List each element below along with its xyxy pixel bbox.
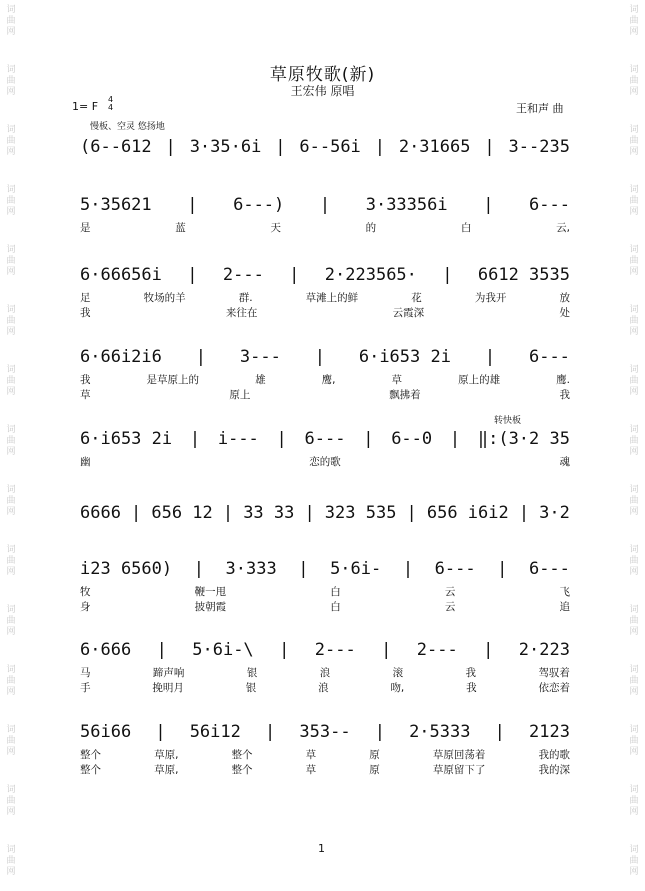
barline: | <box>314 347 325 367</box>
measure: 6·66656i <box>80 265 162 285</box>
lyric-word: 云 <box>444 601 456 613</box>
lyric-word: 原上 <box>229 389 251 401</box>
measure: i23 6560) <box>80 559 173 579</box>
barline: | <box>222 503 234 523</box>
measure: 2123 <box>528 722 570 742</box>
measure: 6·i653 2i <box>80 429 173 449</box>
lyric-word: 飞 <box>559 586 570 598</box>
watermark-text: 词 曲 网 <box>629 545 639 577</box>
lyric-line-2 <box>80 388 570 402</box>
notation-line <box>80 262 570 288</box>
barline: | <box>304 503 315 523</box>
lyric-line-2 <box>80 763 570 777</box>
meter-top: 4 <box>108 95 114 104</box>
lyric-word: 花 <box>411 292 422 304</box>
measure: 6--- <box>304 429 346 449</box>
notation-line <box>80 637 570 663</box>
watermark-text: 词 曲 网 <box>629 785 639 817</box>
watermark-text: 词 曲 网 <box>629 125 639 157</box>
barline: | <box>131 503 142 523</box>
watermark-text: 词 曲 网 <box>629 605 639 637</box>
measure: 6·66i2i6 <box>80 347 162 367</box>
song-subtitle: 王宏伟 原唱 <box>290 84 355 98</box>
lyric-word: 魂 <box>559 456 570 468</box>
notation-line <box>80 426 570 452</box>
watermark-text: 词 曲 网 <box>629 725 639 757</box>
watermark-text: 词 曲 网 <box>6 125 16 157</box>
lyric-word: 云霞深 <box>392 307 425 319</box>
measure: 6--0 <box>391 429 433 449</box>
lyric-word: 手 <box>80 682 91 694</box>
lyric-word: 整个 <box>231 749 253 761</box>
lyric-line-1 <box>80 455 570 469</box>
watermark-text: 词 曲 网 <box>6 65 16 97</box>
measure: 2·223 <box>518 640 570 660</box>
lyric-word: 处 <box>559 307 570 319</box>
barline: | <box>276 429 287 449</box>
tempo-marking: 慢板、空灵 悠扬地 <box>90 122 165 132</box>
watermark-text: 词 曲 网 <box>6 425 16 457</box>
lyric-word: 白 <box>330 601 341 613</box>
watermark-text: 词 曲 网 <box>6 605 16 637</box>
watermark-text: 词 曲 网 <box>629 5 639 37</box>
lyric-line-1 <box>80 291 570 305</box>
lyric-word: 来往在 <box>225 307 258 319</box>
lyric-word: 草原, <box>154 749 179 761</box>
lyric-word: 是 <box>80 222 91 234</box>
lyric-word: 挽明月 <box>152 682 184 694</box>
measure: 6--- <box>529 195 570 215</box>
barline: | <box>155 722 166 742</box>
measure: 6666 <box>80 503 121 523</box>
lyric-word: 牧 <box>80 586 91 598</box>
lyric-line-1 <box>80 373 570 387</box>
lyric-word: 飘拂着 <box>389 389 421 401</box>
measure: 6---) <box>233 195 285 215</box>
lyric-word: 是草原上的 <box>146 374 200 386</box>
barline: | <box>374 722 385 742</box>
barline: | <box>289 265 300 285</box>
measure: 3·2 <box>539 503 570 523</box>
lyric-word: 恋的歌 <box>309 456 341 468</box>
key-signature: 1= F <box>72 100 99 113</box>
lyric-word: 草原, <box>154 764 179 776</box>
lyric-word: 吻, <box>390 682 405 694</box>
measure: 6·666 <box>80 640 132 660</box>
measure: 656 i6i2 <box>426 503 509 523</box>
notation-line <box>80 556 570 582</box>
lyric-word: 蹄声响 <box>152 667 185 679</box>
watermark-text: 词 曲 网 <box>6 845 16 877</box>
tempo-change-marking: 转快板 <box>494 416 522 426</box>
lyric-word: 浪 <box>319 667 331 679</box>
notation-line <box>80 500 570 526</box>
measure: ‖:(3·2 35 <box>477 429 570 449</box>
barline: | <box>402 559 414 579</box>
measure: 6--56i <box>299 137 361 157</box>
barline: | <box>187 195 198 215</box>
lyric-word: 鞭一甩 <box>194 586 227 598</box>
lyric-word: 追 <box>559 601 570 613</box>
measure: 5·6i-\ <box>192 640 254 660</box>
lyric-line-1 <box>80 748 570 762</box>
lyric-word: 白 <box>330 586 341 598</box>
watermark-text: 词 曲 网 <box>629 425 639 457</box>
lyric-word: 我的深 <box>538 764 570 776</box>
barline: | <box>374 137 385 157</box>
lyric-word: 草 <box>305 749 317 761</box>
watermark-text: 词 曲 网 <box>6 365 16 397</box>
watermark-right <box>625 0 643 891</box>
notation-line <box>80 134 570 160</box>
lyric-word: 草原留下了 <box>432 764 486 776</box>
lyric-word: 草 <box>80 389 91 401</box>
lyric-word: 草 <box>391 374 403 386</box>
lyric-word: 整个 <box>231 764 253 776</box>
lyric-word: 滚 <box>392 667 404 679</box>
lyric-line-1 <box>80 585 570 599</box>
measure: 2·223565· <box>324 265 417 285</box>
barline: | <box>483 640 494 660</box>
barline: | <box>494 722 505 742</box>
lyric-word: 足 <box>80 292 91 304</box>
notation-line <box>80 719 570 745</box>
watermark-text: 词 曲 网 <box>6 245 16 277</box>
lyric-line-2 <box>80 681 570 695</box>
measure: 56i12 <box>189 722 241 742</box>
lyric-word: 浪 <box>318 682 329 694</box>
lyric-word: 我 <box>80 374 91 386</box>
notation-line <box>80 344 570 370</box>
watermark-text: 词 曲 网 <box>629 365 639 397</box>
measure: 6--- <box>528 559 570 579</box>
lyric-word: 驾驭着 <box>538 667 570 679</box>
watermark-text: 词 曲 网 <box>6 785 16 817</box>
notation-line <box>80 192 570 218</box>
measure: 56i66 <box>80 722 132 742</box>
barline: | <box>449 429 461 449</box>
measure: 3--235 <box>508 137 570 157</box>
lyric-line-2 <box>80 306 570 320</box>
lyric-word: 群. <box>238 292 253 304</box>
lyric-word: 为我开 <box>474 292 507 304</box>
measure: 33 33 <box>243 503 295 523</box>
lyric-word: 整个 <box>80 764 101 776</box>
lyric-word: 草滩上的鲜 <box>305 292 359 304</box>
measure: 5·35621 <box>80 195 152 215</box>
measure: 6612 3535 <box>477 265 570 285</box>
lyric-word: 蓝 <box>175 222 186 234</box>
watermark-text: 词 曲 网 <box>629 245 639 277</box>
lyric-word: 鹰, <box>321 374 336 386</box>
barline: | <box>406 503 417 523</box>
watermark-left <box>2 0 20 891</box>
watermark-text: 词 曲 网 <box>6 485 16 517</box>
measure: 3·33356i <box>365 195 448 215</box>
lyric-word: 银 <box>246 667 258 679</box>
watermark-text: 词 曲 网 <box>629 665 639 697</box>
measure: i--- <box>217 429 259 449</box>
watermark-text: 词 曲 网 <box>629 485 639 517</box>
time-signature <box>108 96 113 112</box>
lyric-word: 放 <box>559 292 570 304</box>
watermark-text: 词 曲 网 <box>629 845 639 877</box>
page-number: 1 <box>318 842 325 855</box>
barline: | <box>189 429 201 449</box>
measure: 3·35·6i <box>189 137 262 157</box>
lyric-word: 雄 <box>255 374 266 386</box>
measure: (6--612 <box>80 137 152 157</box>
lyric-word: 云, <box>556 222 570 234</box>
barline: | <box>381 640 392 660</box>
lyric-line-1 <box>80 221 570 235</box>
barline: | <box>165 137 176 157</box>
lyric-word: 我 <box>80 307 91 319</box>
measure: 2--- <box>222 265 264 285</box>
song-title: 草原牧歌(新) <box>269 65 376 85</box>
watermark-text: 词 曲 网 <box>6 545 16 577</box>
lyric-word: 草原回荡着 <box>432 749 486 761</box>
watermark-text: 词 曲 网 <box>629 305 639 337</box>
lyric-word: 我 <box>465 667 477 679</box>
measure: 2--- <box>416 640 458 660</box>
measure: 6·i653 2i <box>358 347 451 367</box>
barline: | <box>298 559 309 579</box>
lyric-word: 的 <box>365 222 377 234</box>
barline: | <box>518 503 530 523</box>
lyric-word: 依恋着 <box>538 682 570 694</box>
measure: 5·6i- <box>330 559 382 579</box>
barline: | <box>265 722 276 742</box>
measure: 2--- <box>314 640 356 660</box>
lyric-word: 银 <box>245 682 257 694</box>
barline: | <box>156 640 167 660</box>
barline: | <box>319 195 331 215</box>
lyric-line-1 <box>80 666 570 680</box>
measure: 6--- <box>528 347 570 367</box>
lyric-line-2 <box>80 600 570 614</box>
barline: | <box>483 195 494 215</box>
measure: 323 535 <box>324 503 397 523</box>
lyric-word: 我 <box>559 389 570 401</box>
lyric-word: 幽 <box>80 456 91 468</box>
measure: 6--- <box>434 559 476 579</box>
measure: 3--- <box>239 347 281 367</box>
lyric-word: 我 <box>466 682 477 694</box>
watermark-text: 词 曲 网 <box>6 305 16 337</box>
barline: | <box>497 559 508 579</box>
lyric-word: 白 <box>460 222 472 234</box>
barline: | <box>442 265 453 285</box>
barline: | <box>484 137 495 157</box>
meter-bottom: 4 <box>108 103 114 112</box>
lyric-word: 披朝霞 <box>194 601 227 613</box>
watermark-text: 词 曲 网 <box>629 65 639 97</box>
lyric-word: 云 <box>444 586 456 598</box>
watermark-text: 词 曲 网 <box>6 725 16 757</box>
barline: | <box>195 347 207 367</box>
lyric-word: 牧场的羊 <box>143 292 186 304</box>
lyric-word: 我的歌 <box>538 749 570 761</box>
barline: | <box>275 137 286 157</box>
measure: 353-- <box>299 722 351 742</box>
watermark-text: 词 曲 网 <box>6 5 16 37</box>
lyric-word: 身 <box>80 601 91 613</box>
lyric-word: 鹰. <box>556 374 570 386</box>
measure: 2·31665 <box>398 137 471 157</box>
barline: | <box>484 347 496 367</box>
measure: 3·333 <box>225 559 277 579</box>
composer: 王和声 曲 <box>516 102 564 115</box>
lyric-word: 原 <box>369 764 380 776</box>
measure: 656 12 <box>151 503 213 523</box>
barline: | <box>363 429 374 449</box>
lyric-word: 原上的雄 <box>458 374 501 386</box>
lyric-word: 天 <box>270 222 281 234</box>
lyric-word: 马 <box>80 667 91 679</box>
measure: 2·5333 <box>409 722 471 742</box>
barline: | <box>279 640 290 660</box>
barline: | <box>187 265 198 285</box>
watermark-text: 词 曲 网 <box>6 665 16 697</box>
barline: | <box>193 559 204 579</box>
lyric-word: 草 <box>305 764 317 776</box>
lyric-word: 原 <box>369 749 380 761</box>
watermark-text: 词 曲 网 <box>629 185 639 217</box>
lyric-word: 整个 <box>80 749 101 761</box>
watermark-text: 词 曲 网 <box>6 185 16 217</box>
